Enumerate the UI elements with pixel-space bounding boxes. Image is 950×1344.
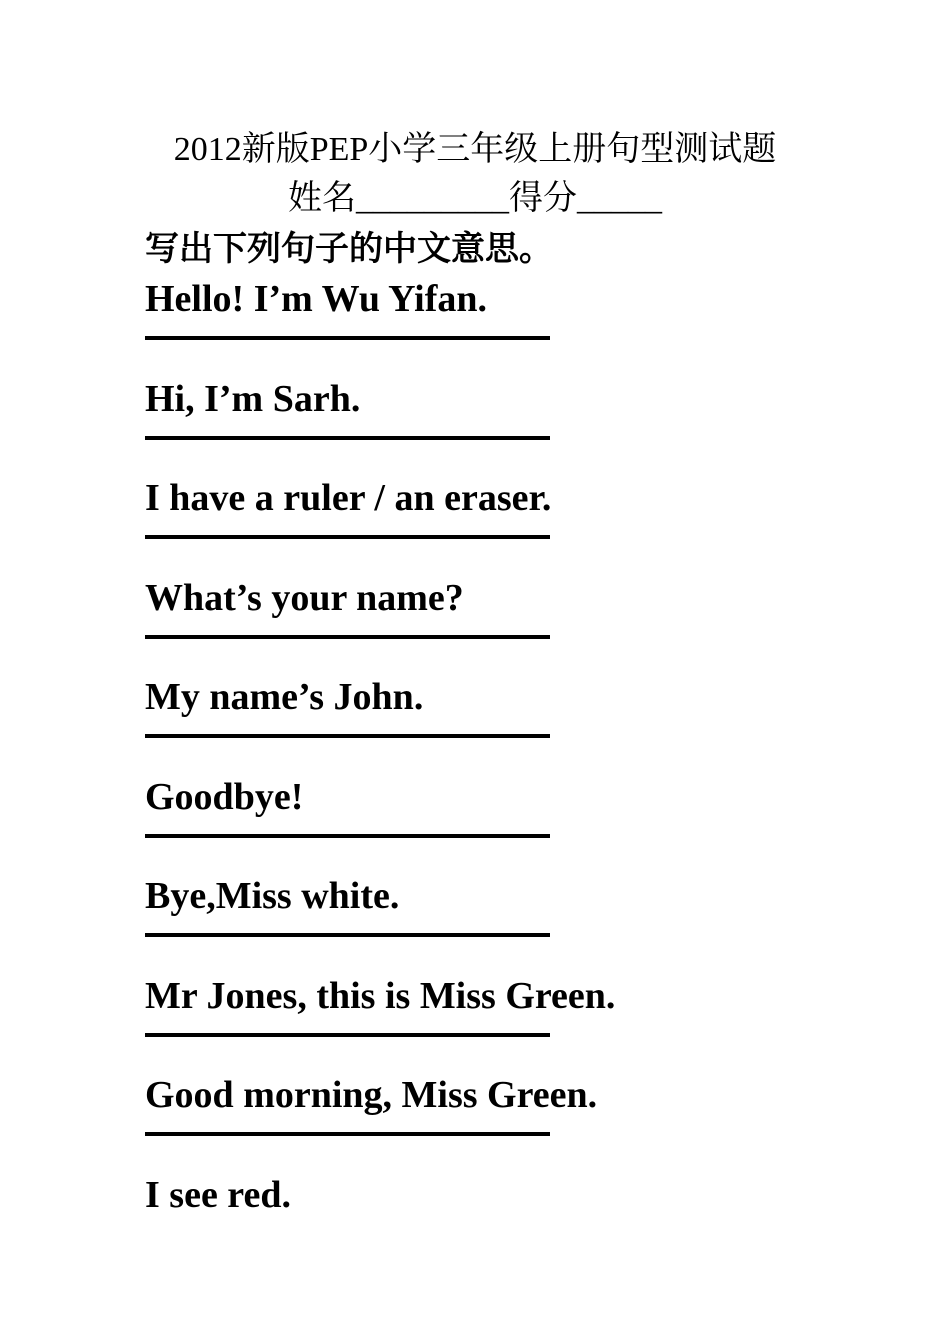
answer-line: [145, 834, 550, 838]
sentence-text: Goodbye!: [145, 775, 304, 818]
answer-line: [145, 336, 550, 340]
list-item: [145, 1071, 905, 1171]
answer-line: [145, 1033, 550, 1037]
answer-line: [145, 535, 550, 539]
sentence-text: Hello! I’m Wu Yifan.: [145, 278, 488, 320]
list-item: [145, 275, 905, 375]
list-item: [145, 872, 905, 972]
sentence-list: [145, 275, 905, 1270]
name-score-line: 姓名_________得分_____: [288, 180, 662, 217]
answer-line: [145, 635, 550, 639]
answer-line: [145, 1132, 550, 1136]
sentence-text: Hi, I’m Sarh.: [145, 377, 361, 420]
answer-line: [145, 933, 550, 937]
instruction-text: 写出下列句子的中文意思。: [145, 231, 553, 268]
answer-line: [145, 734, 550, 738]
sentence-text: Good morning, Miss Green.: [145, 1074, 598, 1116]
list-item: [145, 1171, 905, 1271]
sentence-text: My name’s John.: [145, 676, 424, 718]
list-item: [145, 574, 905, 674]
page-title: 2012新版PEP小学三年级上册句型测试题: [173, 131, 777, 168]
list-item: [145, 474, 905, 574]
list-item: [145, 972, 905, 1072]
sentence-text: Bye,Miss white.: [145, 875, 400, 917]
sentence-text: I see red.: [145, 1173, 291, 1216]
sentence-text: What’s your name?: [145, 576, 464, 619]
sentence-text: I have a ruler / an eraser.: [145, 477, 552, 519]
list-item: [145, 673, 905, 773]
list-item: [145, 375, 905, 475]
list-item: [145, 773, 905, 873]
answer-line: [145, 436, 550, 440]
sentence-text: Mr Jones, this is Miss Green.: [145, 974, 616, 1017]
